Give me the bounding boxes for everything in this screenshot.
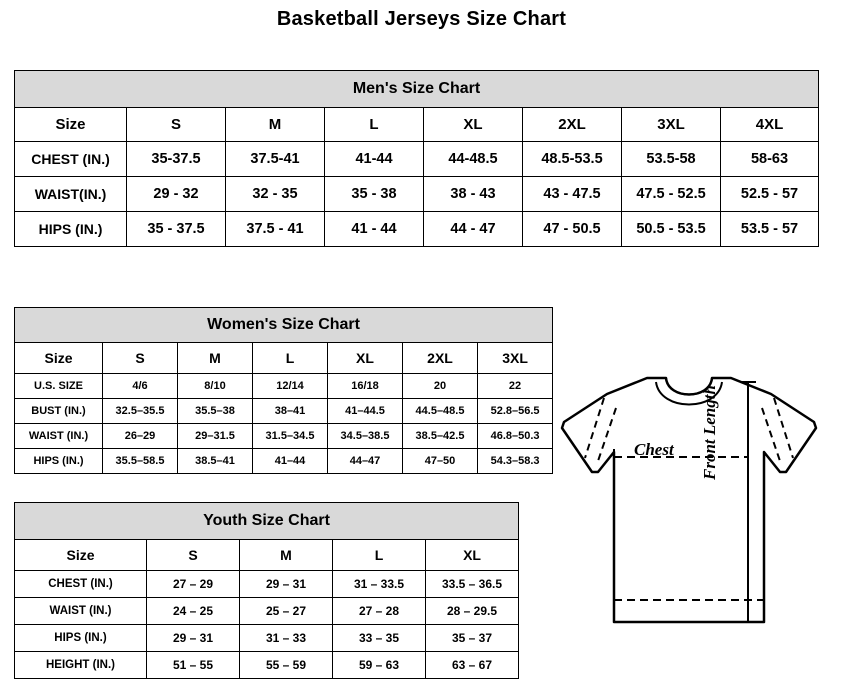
table-row (15, 652, 519, 679)
table-row (15, 177, 819, 212)
mens-header-cell: S (127, 108, 226, 142)
youth-cell: 51 – 55 (147, 652, 240, 679)
mens-cell: 38 - 43 (424, 177, 523, 212)
mens-header-cell: M (226, 108, 325, 142)
mens-row-label: CHEST (IN.) (15, 142, 127, 177)
youth-cell: 33.5 – 36.5 (426, 571, 519, 598)
mens-cell: 37.5-41 (226, 142, 325, 177)
mens-header-row (15, 108, 819, 142)
youth-header-cell: Size (15, 540, 147, 571)
mens-header-cell: 2XL (523, 108, 622, 142)
youth-cell: 27 – 29 (147, 571, 240, 598)
table-row (15, 598, 519, 625)
womens-cell: 38.5–42.5 (403, 424, 478, 449)
mens-header-cell: Size (15, 108, 127, 142)
youth-row-label: WAIST (IN.) (15, 598, 147, 625)
womens-cell: 29–31.5 (178, 424, 253, 449)
womens-header-cell: 2XL (403, 343, 478, 374)
mens-cell: 48.5-53.5 (523, 142, 622, 177)
youth-size-chart-table (14, 502, 519, 679)
table-row (15, 142, 819, 177)
youth-cell: 29 – 31 (147, 625, 240, 652)
mens-cell: 29 - 32 (127, 177, 226, 212)
mens-row-label: WAIST(IN.) (15, 177, 127, 212)
table-row (15, 424, 553, 449)
youth-row-label: CHEST (IN.) (15, 571, 147, 598)
mens-cell: 43 - 47.5 (523, 177, 622, 212)
womens-cell: 16/18 (328, 374, 403, 399)
mens-cell: 47 - 50.5 (523, 212, 622, 247)
mens-cell: 35 - 38 (325, 177, 424, 212)
mens-size-chart-table (14, 70, 819, 247)
youth-cell: 24 – 25 (147, 598, 240, 625)
womens-header-cell: L (253, 343, 328, 374)
youth-cell: 28 – 29.5 (426, 598, 519, 625)
mens-header-cell: L (325, 108, 424, 142)
womens-cell: 8/10 (178, 374, 253, 399)
womens-header-cell: S (103, 343, 178, 374)
table-row (15, 374, 553, 399)
youth-cell: 27 – 28 (333, 598, 426, 625)
womens-cell: 46.8–50.3 (478, 424, 553, 449)
womens-row-label: WAIST (IN.) (15, 424, 103, 449)
youth-cell: 31 – 33.5 (333, 571, 426, 598)
youth-header-cell: L (333, 540, 426, 571)
womens-header-cell: M (178, 343, 253, 374)
mens-cell: 41 - 44 (325, 212, 424, 247)
youth-cell: 59 – 63 (333, 652, 426, 679)
womens-cell: 12/14 (253, 374, 328, 399)
womens-size-chart-table (14, 307, 553, 474)
womens-cell: 41–44.5 (328, 399, 403, 424)
youth-chart-title: Youth Size Chart (15, 503, 519, 540)
mens-cell: 53.5-58 (622, 142, 721, 177)
mens-cell: 53.5 - 57 (721, 212, 819, 247)
jersey-outline-icon (552, 360, 837, 682)
womens-cell: 22 (478, 374, 553, 399)
womens-cell: 35.5–58.5 (103, 449, 178, 474)
table-row (15, 212, 819, 247)
mens-cell: 37.5 - 41 (226, 212, 325, 247)
womens-cell: 41–44 (253, 449, 328, 474)
womens-header-row (15, 343, 553, 374)
womens-cell: 4/6 (103, 374, 178, 399)
mens-chart-title: Men's Size Chart (15, 71, 819, 108)
youth-row-label: HIPS (IN.) (15, 625, 147, 652)
youth-row-label: HEIGHT (IN.) (15, 652, 147, 679)
mens-chart-title-row (15, 71, 819, 108)
chest-measure-label: Chest (634, 440, 674, 459)
womens-cell: 52.8–56.5 (478, 399, 553, 424)
mens-row-label: HIPS (IN.) (15, 212, 127, 247)
youth-cell: 55 – 59 (240, 652, 333, 679)
mens-cell: 50.5 - 53.5 (622, 212, 721, 247)
table-row (15, 399, 553, 424)
youth-cell: 31 – 33 (240, 625, 333, 652)
mens-cell: 47.5 - 52.5 (622, 177, 721, 212)
womens-cell: 32.5–35.5 (103, 399, 178, 424)
youth-cell: 29 – 31 (240, 571, 333, 598)
mens-cell: 41-44 (325, 142, 424, 177)
table-row (15, 571, 519, 598)
youth-header-cell: XL (426, 540, 519, 571)
womens-chart-title: Women's Size Chart (15, 308, 553, 343)
womens-cell: 31.5–34.5 (253, 424, 328, 449)
youth-header-row (15, 540, 519, 571)
womens-row-label: BUST (IN.) (15, 399, 103, 424)
womens-cell: 35.5–38 (178, 399, 253, 424)
womens-cell: 38.5–41 (178, 449, 253, 474)
mens-header-cell: 4XL (721, 108, 819, 142)
womens-chart-title-row (15, 308, 553, 343)
table-row (15, 625, 519, 652)
youth-cell: 33 – 35 (333, 625, 426, 652)
womens-header-cell: 3XL (478, 343, 553, 374)
mens-cell: 44-48.5 (424, 142, 523, 177)
womens-cell: 34.5–38.5 (328, 424, 403, 449)
mens-cell: 35 - 37.5 (127, 212, 226, 247)
mens-cell: 44 - 47 (424, 212, 523, 247)
womens-row-label: HIPS (IN.) (15, 449, 103, 474)
womens-row-label: U.S. SIZE (15, 374, 103, 399)
womens-cell: 44–47 (328, 449, 403, 474)
womens-cell: 26–29 (103, 424, 178, 449)
mens-header-cell: XL (424, 108, 523, 142)
youth-header-cell: M (240, 540, 333, 571)
youth-chart-title-row (15, 503, 519, 540)
womens-cell: 54.3–58.3 (478, 449, 553, 474)
womens-cell: 38–41 (253, 399, 328, 424)
mens-cell: 58-63 (721, 142, 819, 177)
womens-cell: 47–50 (403, 449, 478, 474)
womens-header-cell: Size (15, 343, 103, 374)
jersey-diagram (552, 360, 837, 682)
womens-header-cell: XL (328, 343, 403, 374)
youth-header-cell: S (147, 540, 240, 571)
front-length-measure-label: Front Length (700, 385, 719, 480)
youth-cell: 35 – 37 (426, 625, 519, 652)
mens-cell: 35-37.5 (127, 142, 226, 177)
youth-cell: 25 – 27 (240, 598, 333, 625)
youth-cell: 63 – 67 (426, 652, 519, 679)
womens-cell: 44.5–48.5 (403, 399, 478, 424)
mens-cell: 52.5 - 57 (721, 177, 819, 212)
womens-cell: 20 (403, 374, 478, 399)
mens-header-cell: 3XL (622, 108, 721, 142)
table-row (15, 449, 553, 474)
page-title: Basketball Jerseys Size Chart (276, 8, 567, 30)
mens-cell: 32 - 35 (226, 177, 325, 212)
